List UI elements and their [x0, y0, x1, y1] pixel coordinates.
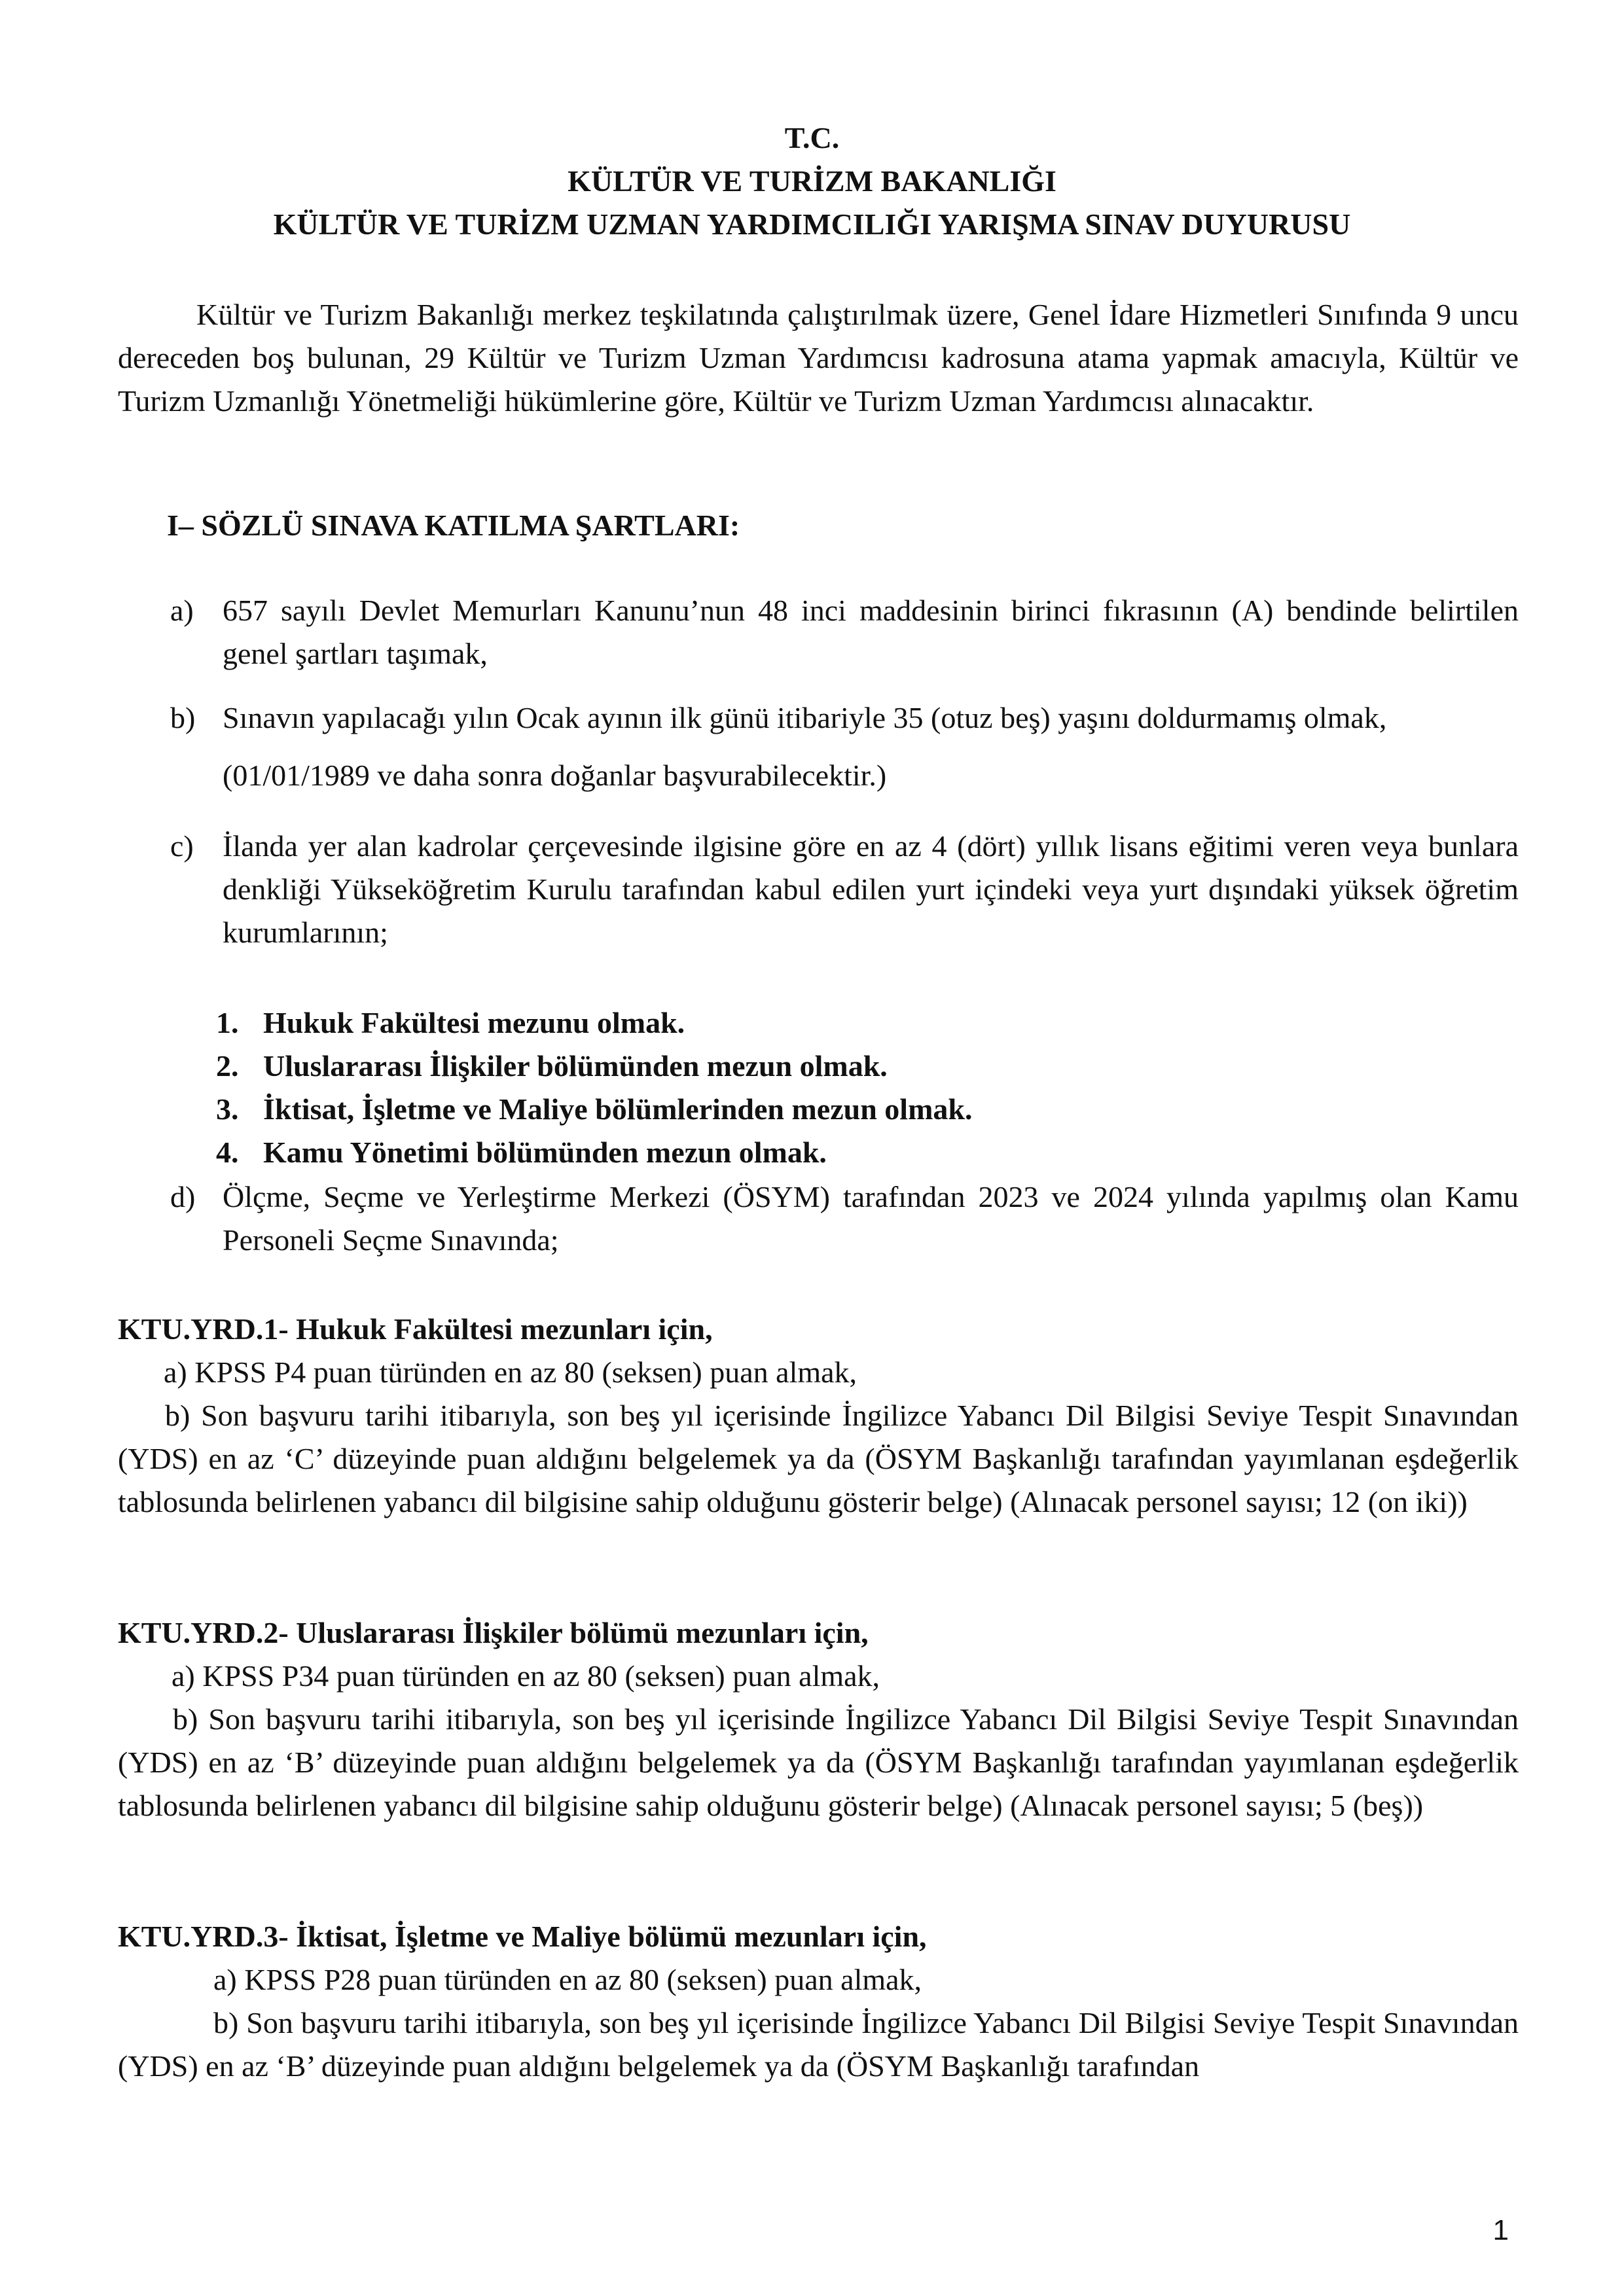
page-number: 1: [1492, 2214, 1509, 2246]
condition-b-note: [170, 754, 1519, 797]
condition-text: İlanda yer alan kadrolar çerçevesinde ilgisine göre en az 4 (dört) yıllık lisans eğitimi veren veya bunlara denkliği Yükseköğretim Kurulu tarafından kabul edilen yurt içindeki veya yurt dışındaki yüksek öğretim kurumlarının;: [223, 829, 1519, 949]
ktu2-condition-a: a) KPSS P34 puan türünden en az 80 (seksen) puan almak,: [171, 1659, 880, 1693]
list-item: [216, 1131, 827, 1174]
list-item-text: Uluslararası İlişkiler bölümünden mezun olmak.: [263, 1049, 888, 1083]
list-item: [216, 1088, 973, 1131]
condition-text: Ölçme, Seçme ve Yerleştirme Merkezi (ÖSYM) tarafından 2023 ve 2024 yılında yapılmış olan Kamu Personeli Seçme Sınavında;: [223, 1180, 1519, 1257]
list-item-number: 3.: [216, 1092, 239, 1126]
section-heading-conditions: I– SÖZLÜ SINAVA KATILMA ŞARTLARI:: [167, 509, 740, 542]
condition-text: 657 sayılı Devlet Memurları Kanunu’nun 48 inci maddesinin birinci fıkrasının (A) bendinde belirtilen genel şartları taşımak,: [223, 594, 1519, 670]
intro-paragraph: Kültür ve Turizm Bakanlığı merkez teşkilatında çalıştırılmak üzere, Genel İdare Hizmetleri Sınıfında 9 uncu dereceden boş bulunan, 29 Kültür ve Turizm Uzman Yardımcısı kadrosuna atama yapmak amacıyla, Kültür ve Turizm Uzmanlığı Yönetmeliği hükümlerine göre, Kültür ve Turizm Uzman Yardımcısı alınacaktır.: [118, 298, 1519, 418]
ktu1-condition-a: a) KPSS P4 puan türünden en az 80 (seksen) puan almak,: [164, 1355, 857, 1389]
ktu2-condition-b: b) Son başvuru tarihi itibarıyla, son beş yıl içerisinde İngilizce Yabancı Dil Bilgisi Seviye Tespit Sınavından (YDS) en az ‘B’ düzeyinde puan aldığını belgelemek ya da (ÖSYM Başkanlığı tarafından yayımlanan eşdeğerlik tablosunda belirlenen yabancı dil bilgisine sahip olduğunu gösterir belge) (Alınacak personel sayısı; 5 (beş)): [118, 1702, 1519, 1822]
condition-c: [170, 825, 1519, 954]
condition-d: [170, 1175, 1519, 1262]
document-title: KÜLTÜR VE TURİZM UZMAN YARDIMCILIĞI YARIŞMA SINAV DUYURUSU: [273, 207, 1351, 241]
list-item-number: 2.: [216, 1049, 239, 1083]
ktu3-heading: KTU.YRD.3- İktisat, İşletme ve Maliye bölümü mezunları için,: [118, 1920, 927, 1953]
condition-note: (01/01/1989 ve daha sonra doğanlar başvurabilecektir.): [223, 759, 887, 792]
condition-letter: a): [170, 594, 194, 627]
header-ministry: KÜLTÜR VE TURİZM BAKANLIĞI: [568, 164, 1056, 198]
list-item-number: 4.: [216, 1136, 239, 1169]
list-item: [216, 1001, 685, 1045]
document-header: [0, 117, 1624, 246]
list-item-text: Hukuk Fakültesi mezunu olmak.: [263, 1006, 685, 1039]
ktu2-heading: KTU.YRD.2- Uluslararası İlişkiler bölümü mezunları için,: [118, 1616, 869, 1649]
list-item-number: 1.: [216, 1006, 239, 1039]
list-item-text: Kamu Yönetimi bölümünden mezun olmak.: [263, 1136, 827, 1169]
ktu3-condition-a: a) KPSS P28 puan türünden en az 80 (seksen) puan almak,: [213, 1963, 922, 1996]
condition-text: Sınavın yapılacağı yılın Ocak ayının ilk günü itibariyle 35 (otuz beş) yaşını doldurmamış olmak,: [223, 701, 1387, 734]
ktu1-condition-b: b) Son başvuru tarihi itibarıyla, son beş yıl içerisinde İngilizce Yabancı Dil Bilgisi Seviye Tespit Sınavından (YDS) en az ‘C’ düzeyinde puan aldığını belgelemek ya da (ÖSYM Başkanlığı tarafından yayımlanan eşdeğerlik tablosunda belirlenen yabancı dil bilgisine sahip olduğunu gösterir belge) (Alınacak personel sayısı; 12 (on iki)): [118, 1399, 1519, 1518]
condition-letter: d): [170, 1180, 196, 1213]
condition-a: [170, 589, 1519, 675]
condition-b: [170, 696, 1519, 740]
header-tc: T.C.: [784, 121, 840, 154]
condition-letter: b): [170, 701, 196, 734]
list-item-text: İktisat, İşletme ve Maliye bölümlerinden mezun olmak.: [263, 1092, 973, 1126]
condition-letter: c): [170, 829, 194, 863]
ktu1-heading: KTU.YRD.1- Hukuk Fakültesi mezunları için,: [118, 1312, 713, 1346]
list-item: [216, 1045, 888, 1088]
ktu3-condition-b: b) Son başvuru tarihi itibarıyla, son beş yıl içerisinde İngilizce Yabancı Dil Bilgisi Seviye Tespit Sınavından (YDS) en az ‘B’ düzeyinde puan aldığını belgelemek ya da (ÖSYM Başkanlığı tarafından: [118, 2006, 1519, 2083]
